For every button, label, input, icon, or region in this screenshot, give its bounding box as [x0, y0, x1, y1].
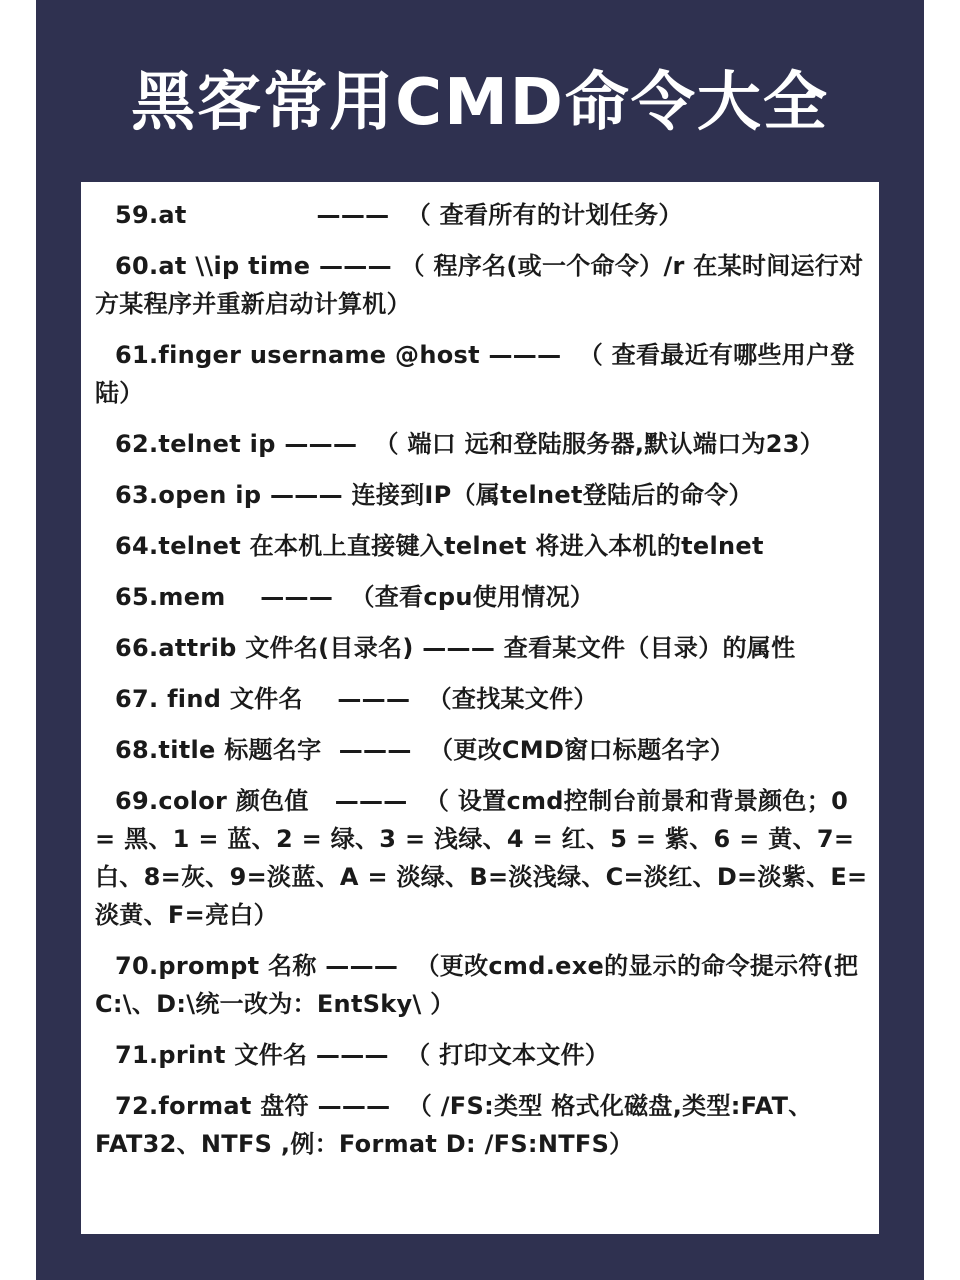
command-entry-63: 63.open ip ——— 连接到IP（属telnet登陆后的命令） [115, 481, 753, 509]
command-entry-66: 66.attrib 文件名(目录名) ——— 查看某文件（目录）的属性 [115, 634, 796, 662]
command-entry-71: 71.print 文件名 ——— （ 打印文本文件） [115, 1041, 610, 1069]
command-entry-70: 70.prompt 名称 ——— （更改cmd.exe的显示的命令提示符(把C:\、D:\统一改为：EntSky\ ） [95, 952, 859, 1018]
command-entry-65: 65.mem ——— （查看cpu使用情况） [115, 583, 595, 611]
command-entry-59: 59.at ——— （ 查看所有的计划任务） [115, 201, 683, 229]
command-entry-67: 67. find 文件名 ——— （查找某文件） [115, 685, 598, 713]
command-entry-62: 62.telnet ip ——— （ 端口 远和登陆服务器,默认端口为23） [115, 430, 825, 458]
command-entry-69: 69.color 颜色值 ——— （ 设置cmd控制台前景和背景颜色；0 = 黑、1 = 蓝、2 = 绿、3 = 浅绿、4 = 红、5 = 紫、6 = 黄、7=白、8=灰、9=淡蓝、A = 淡绿、B=淡浅绿、C=淡红、D=淡紫、E=淡黄、F=亮白） [95, 787, 868, 929]
command-entry-61: 61.finger username @host ——— （ 查看最近有哪些用户登陆） [95, 341, 855, 407]
content-card [81, 182, 879, 1234]
page-title: 黑客常用CMD命令大全 [131, 66, 829, 140]
command-entry-60: 60.at \\ip time ——— （ 程序名(或一个命令）/r 在某时间运行对方某程序并重新启动计算机） [95, 252, 864, 318]
command-entry-68: 68.title 标题名字 ——— （更改CMD窗口标题名字） [115, 736, 735, 764]
command-entry-64: 64.telnet 在本机上直接键入telnet 将进入本机的telnet [115, 532, 764, 560]
command-entry-72: 72.format 盘符 ——— （ /FS:类型 格式化磁盘,类型:FAT、FAT32、NTFS ,例：Format D: /FS:NTFS） [95, 1092, 813, 1158]
